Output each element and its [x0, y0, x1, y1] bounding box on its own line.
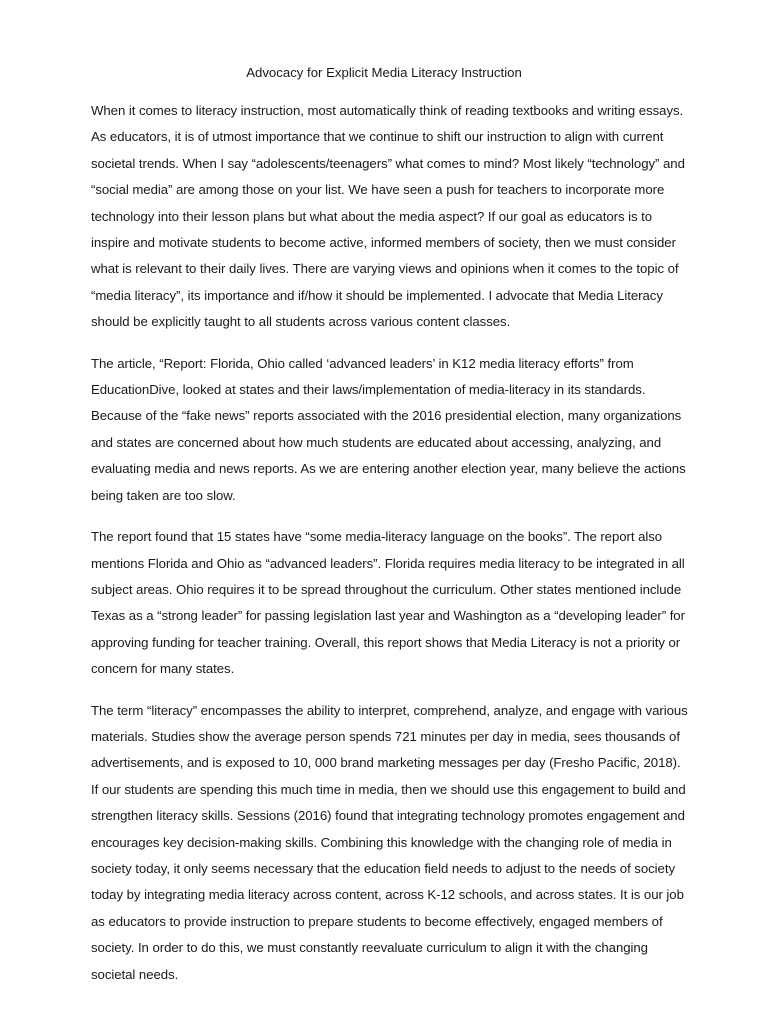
document-body — [91, 98, 691, 1003]
paragraph-literacy-definition: The term “literacy” encompasses the ability to interpret, comprehend, analyze, and engage with various materials. Studies show the average person spends 721 minutes per day in media, sees thousands of advertisements, and is exposed to 10, 000 brand marketing messages per day (Fresho Pacific, 2018). If our students are spending this much time in media, then we should use this engagement to build and strengthen literacy skills. Sessions (2016) found that integrating technology promotes engagement and encourages key decision-making skills. Combining this knowledge with the changing role of media in society today, it only seems necessary that the education field needs to adjust to the needs of society today by integrating media literacy across content, across K-12 schools, and across states. It is our job as educators to provide instruction to prepare students to become effectively, engaged members of society. In order to do this, we must constantly reevaluate curriculum to align it with the changing societal needs. — [91, 702, 688, 982]
paragraph-intro: When it comes to literacy instruction, most automatically think of reading textbooks and writing essays. As educators, it is of utmost importance that we continue to shift our instruction to align with current societal trends. When I say “adolescents/teenagers” what comes to mind? Most likely “technology” and “social media” are among those on your list. We have seen a push for teachers to incorporate more technology into their lesson plans but what about the media aspect? If our goal as educators is to inspire and motivate students to become active, informed members of society, then we must consider what is relevant to their daily lives. There are varying views and opinions when it comes to the topic of “media literacy”, its importance and if/how it should be implemented. I advocate that Media Literacy should be explicitly taught to all students across various content classes. — [91, 103, 685, 330]
paragraph-article-summary: The article, “Report: Florida, Ohio called ‘advanced leaders’ in K12 media literacy efforts” from EducationDive, looked at states and their laws/implementation of media-literacy in its standards. Because of the “fake news” reports associated with the 2016 presidential election, many organizations and states are concerned about how much students are educated about accessing, analyzing, and evaluating media and news reports. As we are entering another election year, many believe the actions being taken are too slow. — [91, 355, 686, 503]
document-title: Advocacy for Explicit Media Literacy Instruction — [246, 65, 522, 80]
paragraph-report-findings: The report found that 15 states have “some media-literacy language on the books”. The report also mentions Florida and Ohio as “advanced leaders”. Florida requires media literacy to be integrated in all subject areas. Ohio requires it to be spread throughout the curriculum. Other states mentioned include Texas as a “strong leader” for passing legislation last year and Washington as a “developing leader” for approving funding for teacher training. Overall, this report shows that Media Literacy is not a priority or concern for many states. — [91, 529, 685, 677]
